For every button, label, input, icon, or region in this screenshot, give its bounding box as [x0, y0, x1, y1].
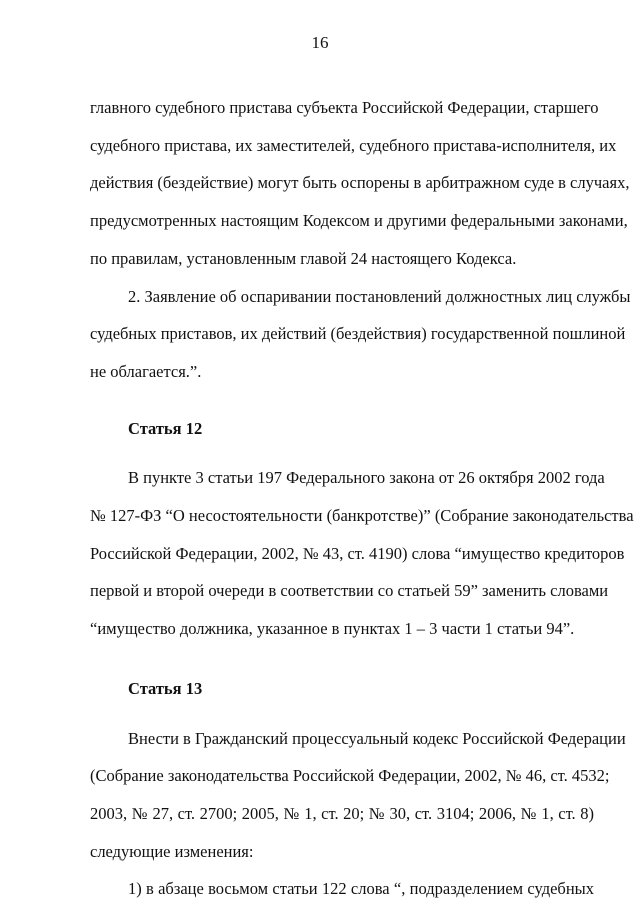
text-line: следующие изменения: [90, 841, 254, 861]
text-line: судебных приставов, их действий (бездействия) государственной пошлиной [90, 324, 626, 344]
text-line: главного судебного пристава субъекта Российской Федерации, старшего [90, 98, 599, 117]
article-12-heading: Статья 12 [128, 418, 203, 438]
paragraph-article-12 [90, 459, 634, 648]
article-13-heading: Статья 13 [128, 678, 203, 698]
text-line: первой и второй очереди в соответствии со статьей 59” заменить словами [90, 581, 609, 601]
paragraph-appeal-rights [90, 89, 630, 278]
paragraph-item-1 [90, 870, 594, 908]
text-line: по правилам, установленным главой 24 настоящего Кодекса. [90, 248, 517, 268]
text-line: не облагается.”. [90, 361, 202, 381]
page-number: 16 [311, 33, 329, 52]
text-line: действия (бездействие) могут быть оспорены в арбитражном суде в случаях, [90, 173, 630, 193]
text-line: 1) в абзаце восьмом статьи 122 слова “, подразделением судебных [128, 879, 594, 899]
text-line: Российской Федерации, 2002, № 43, ст. 4190) слова “имущество кредиторов [90, 543, 625, 563]
paragraph-state-duty [90, 278, 631, 391]
paragraph-article-13 [90, 720, 626, 871]
text-line: Внести в Гражданский процессуальный кодекс Российской Федерации [128, 728, 626, 748]
text-line: В пункте 3 статьи 197 Федерального закона от 26 октября 2002 года [128, 468, 605, 488]
text-line: 2. Заявление об оспаривании постановлений должностных лиц службы [128, 286, 631, 306]
document-body [90, 89, 634, 908]
text-line: № 127-ФЗ “О несостоятельности (банкротстве)” (Собрание законодательства [90, 506, 634, 526]
text-line: “имущество должника, указанное в пунктах 1 – 3 части 1 статьи 94”. [90, 619, 575, 639]
text-line: предусмотренных настоящим Кодексом и другими федеральными законами, [90, 211, 628, 231]
text-line: судебного пристава, их заместителей, судебного пристава-исполнителя, их [90, 135, 617, 155]
text-line: 2003, № 27, ст. 2700; 2005, № 1, ст. 20; № 30, ст. 3104; 2006, № 1, ст. 8) [90, 803, 594, 823]
text-line: (Собрание законодательства Российской Федерации, 2002, № 46, ст. 4532; [90, 766, 610, 786]
